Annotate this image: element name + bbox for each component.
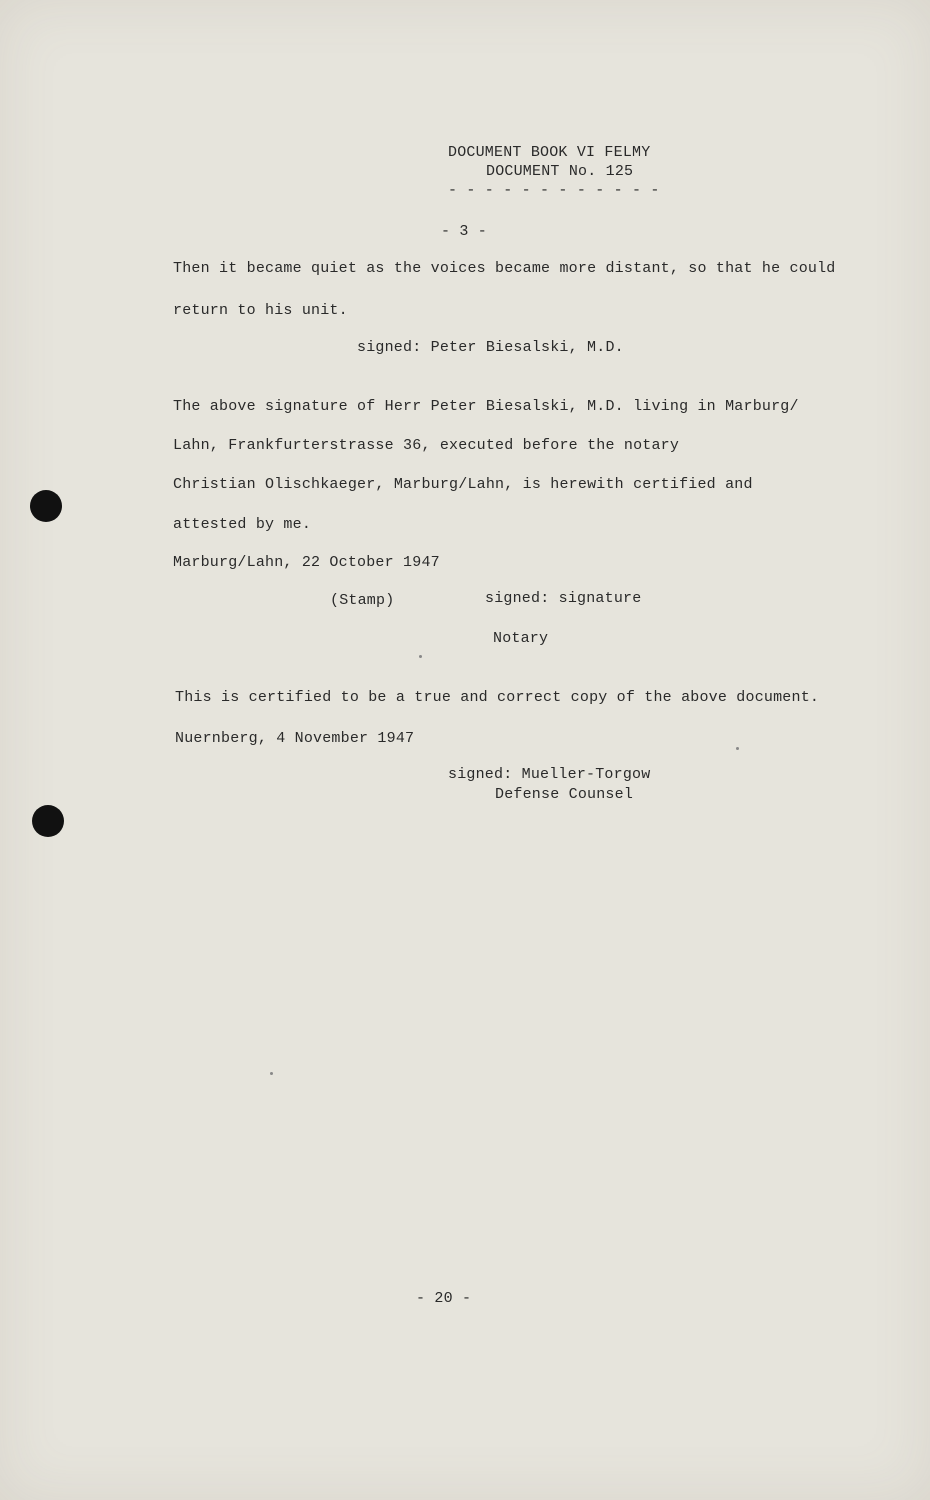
notary-signature: signed: signature [485,590,642,607]
place-date: Marburg/Lahn, 22 October 1947 [173,554,440,571]
paper-speck [419,655,422,658]
header-document-number: DOCUMENT No. 125 [486,163,634,180]
body-line: return to his unit. [173,302,348,319]
certification-line: This is certified to be a true and correct copy of the above document. [175,689,820,706]
body-line: The above signature of Herr Peter Biesalski, M.D. living in Marburg/ [173,398,799,415]
footer-page-number: - 20 - [416,1290,472,1307]
body-line: Then it became quiet as the voices became more distant, so that he could [173,260,836,277]
paper-speck [736,747,739,750]
punch-hole-top [30,490,62,522]
header-rule: - - - - - - - - - - - - [448,182,660,199]
page-marker: - 3 - [441,223,488,240]
counsel-title: Defense Counsel [495,786,634,803]
place-date-nuernberg: Nuernberg, 4 November 1947 [175,730,415,747]
body-line: Lahn, Frankfurterstrasse 36, executed before the notary [173,437,680,454]
notary-title: Notary [493,630,549,647]
header-book-title: DOCUMENT BOOK VI FELMY [448,144,651,161]
body-line: Christian Olischkaeger, Marburg/Lahn, is herewith certified and [173,476,753,493]
counsel-signature: signed: Mueller-Torgow [448,766,651,783]
body-line: attested by me. [173,516,312,533]
signature-biesalski: signed: Peter Biesalski, M.D. [357,339,624,356]
punch-hole-bottom [32,805,64,837]
stamp-label: (Stamp) [330,592,395,609]
paper-speck [270,1072,273,1075]
